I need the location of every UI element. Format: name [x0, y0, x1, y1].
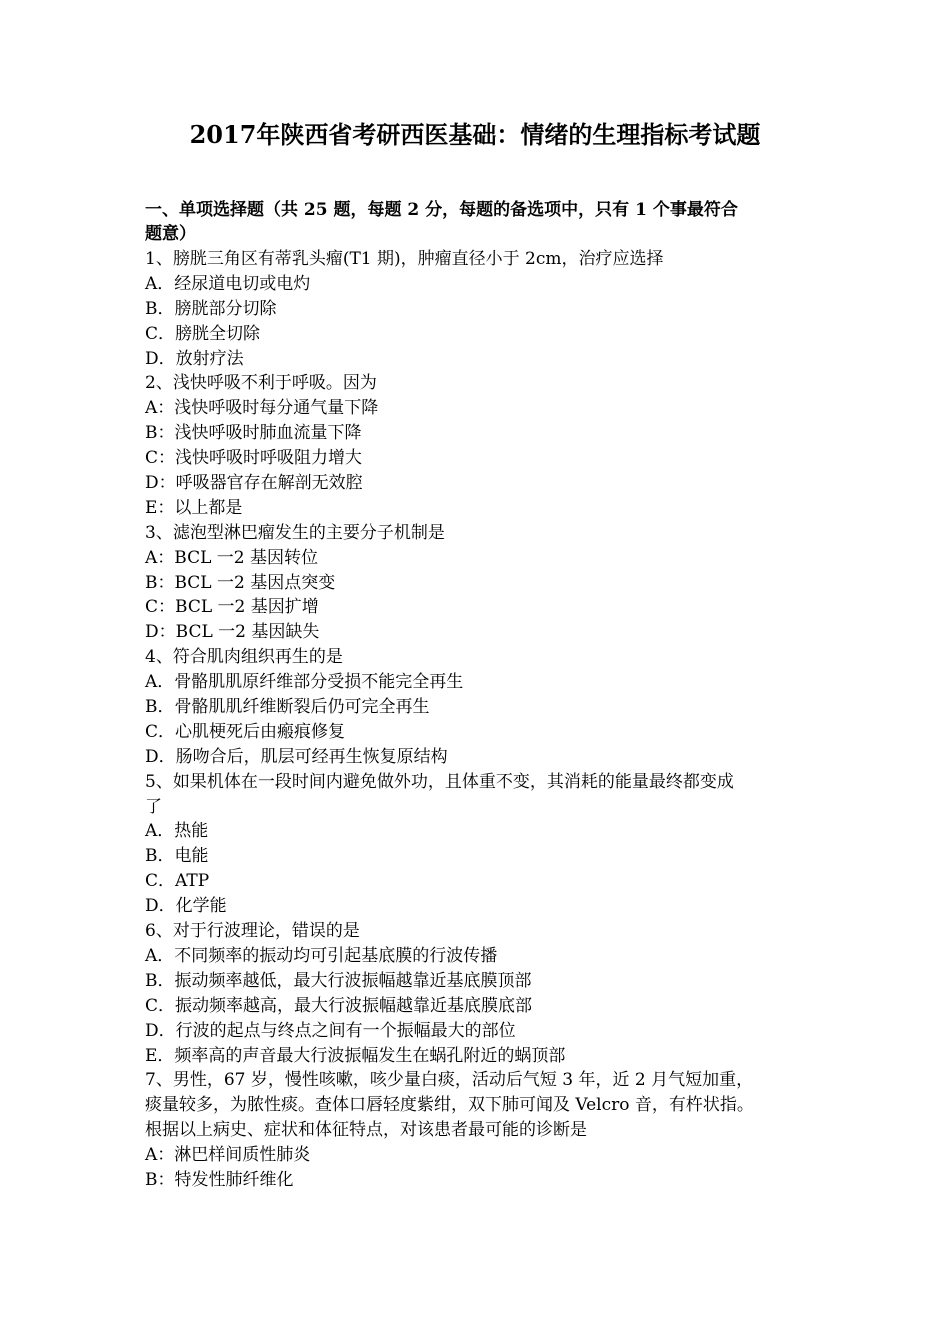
option-line: B．电能 — [145, 846, 209, 867]
option-line: C．ATP — [145, 871, 210, 892]
option-line: D．放射疗法 — [145, 348, 244, 369]
option-line: B．振动频率越低，最大行波振幅越靠近基底膜顶部 — [145, 970, 532, 991]
option-line: C：浅快呼吸时呼吸阻力增大 — [145, 448, 363, 469]
question-line: 7、男性，67 岁，慢性咳嗽，咳少量白痰，活动后气短 3 年，近 2 月气短加重， — [145, 1070, 754, 1091]
option-line: B：特发性肺纤维化 — [145, 1169, 294, 1190]
option-line: E．频率高的声音最大行波振幅发生在蜗孔附近的蜗顶部 — [145, 1045, 566, 1066]
question-line: 6、对于行波理论，错误的是 — [145, 921, 360, 942]
option-line: D．肠吻合后，肌层可经再生恢复原结构 — [145, 746, 448, 767]
section-heading-line-1: 一、单项选择题（共 25 题，每题 2 分，每题的备选项中，只有 1 个事最符合 — [145, 200, 738, 220]
option-line: E：以上都是 — [145, 497, 243, 518]
option-line: C：BCL 一2 基因扩增 — [145, 597, 319, 618]
section-heading-line-2: 题意） — [145, 224, 196, 244]
option-line: D：呼吸器官存在解剖无效腔 — [145, 473, 363, 494]
question-line: 2、浅快呼吸不利于呼吸。因为 — [145, 373, 377, 394]
section-heading — [145, 198, 815, 246]
question-line-continued: 根据以上病史、症状和体征特点，对该患者最可能的诊断是 — [145, 1120, 587, 1141]
question-line: 5、如果机体在一段时间内避免做外功，且体重不变，其消耗的能量最终都变成 — [145, 771, 734, 792]
option-line: A：BCL 一2 基因转位 — [145, 547, 319, 568]
option-line: A．热能 — [145, 821, 209, 842]
option-line: D．行波的起点与终点之间有一个振幅最大的部位 — [145, 1020, 516, 1041]
option-line: B．骨骼肌肌纤维断裂后仍可完全再生 — [145, 697, 430, 718]
question-line: 3、滤泡型淋巴瘤发生的主要分子机制是 — [145, 522, 445, 543]
option-line: A．骨骼肌肌原纤维部分受损不能完全再生 — [145, 672, 464, 693]
option-line: A：浅快呼吸时每分通气量下降 — [145, 398, 379, 419]
option-line: C．振动频率越高，最大行波振幅越靠近基底膜底部 — [145, 995, 533, 1016]
option-line: A：淋巴样间质性肺炎 — [145, 1145, 311, 1166]
question-line: 4、符合肌肉组织再生的是 — [145, 647, 343, 668]
option-line: A．不同频率的振动均可引起基底膜的行波传播 — [145, 945, 498, 966]
option-line: D．化学能 — [145, 896, 227, 917]
question-line-continued: 痰量较多，为脓性痰。查体口唇轻度紫绀，双下肺可闻及 Velcro 音，有杵状指。 — [145, 1095, 754, 1116]
question-line: 1、膀胱三角区有蒂乳头瘤(T1 期)，肿瘤直径小于 2cm，治疗应选择 — [145, 249, 664, 269]
option-line: B．膀胱部分切除 — [145, 298, 277, 319]
document-title: 2017年陕西省考研西医基础：情绪的生理指标考试题 — [189, 120, 761, 149]
option-line: B：浅快呼吸时肺血流量下降 — [145, 423, 362, 444]
option-line: D：BCL 一2 基因缺失 — [145, 622, 320, 643]
option-line: A．经尿道电切或电灼 — [145, 273, 311, 294]
question-line-continued: 了 — [145, 796, 162, 817]
option-line: C．膀胱全切除 — [145, 323, 261, 344]
option-line: B：BCL 一2 基因点突变 — [145, 572, 336, 593]
option-line: C．心肌梗死后由瘢痕修复 — [145, 721, 346, 742]
question-body — [145, 247, 815, 1193]
